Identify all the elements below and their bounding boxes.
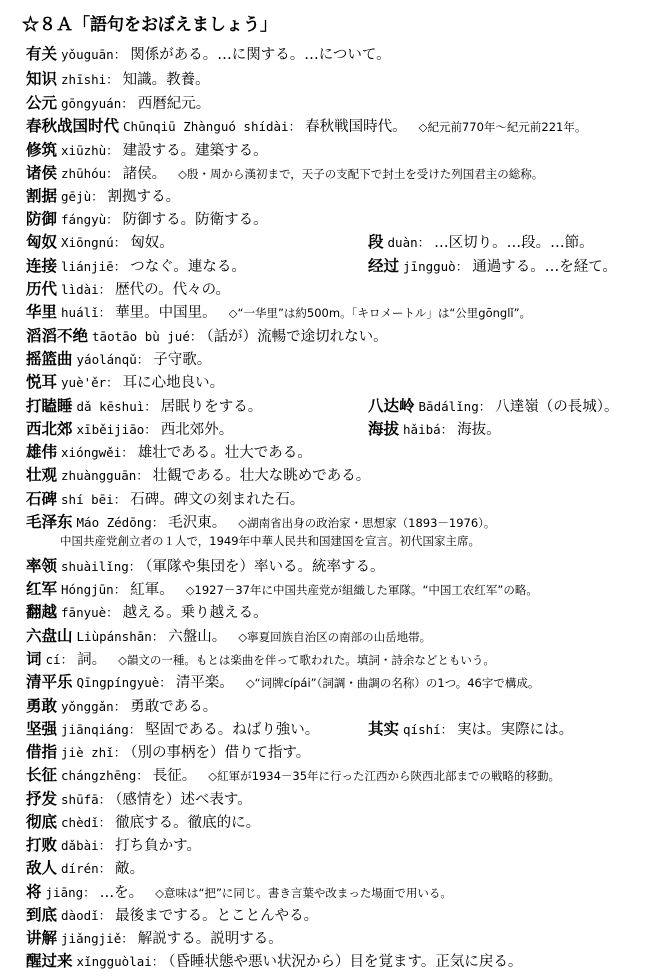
vocab-word: 彻底 <box>26 813 58 831</box>
vocab-entry <box>26 742 310 763</box>
vocab-pinyin: jiānqiáng： <box>61 722 142 737</box>
vocab-pinyin: yǒnggǎn： <box>61 699 127 714</box>
vocab-word: 讲解 <box>26 929 58 947</box>
vocab-definition: 通過する。…を経て。 <box>472 259 617 275</box>
vocab-entry <box>26 512 495 533</box>
vocab-definition: 雄壮である。壮大である。 <box>137 445 312 461</box>
vocab-entry <box>26 465 370 486</box>
vocab-note: ◇湖南省出身の政治家・思想家（1893－1976）。 <box>238 516 496 530</box>
vocab-word: 石碑 <box>26 490 58 508</box>
vocab-pinyin: zhuàngguān： <box>61 468 149 483</box>
vocab-pinyin: shūfā： <box>61 792 112 807</box>
vocab-entry <box>26 905 318 926</box>
vocab-entry <box>26 44 391 65</box>
vocab-definition: 諸侯。 <box>122 166 167 182</box>
vocab-definition: 越える。乗り越える。 <box>122 605 268 621</box>
vocab-pinyin: jīngguò： <box>403 259 469 274</box>
vocab-definition: 海抜。 <box>457 422 501 438</box>
vocab-note: ◇“词牌cípái”（詞調・曲調の名称）の1つ。46字で構成。 <box>245 676 540 690</box>
vocab-pinyin: yǒuguān： <box>61 47 127 62</box>
vocab-word: 华里 <box>26 303 58 321</box>
vocab-entry <box>26 302 531 323</box>
vocab-word: 割据 <box>26 187 58 205</box>
vocab-definition: 堅固である。ねばり強い。 <box>145 722 320 738</box>
vocab-definition: 壮観である。壮大な眺めである。 <box>152 468 371 484</box>
vocab-word: 经过 <box>368 257 400 275</box>
vocab-definition: 華里。中国里。 <box>115 305 217 321</box>
vocab-pinyin: jiè zhǐ： <box>61 745 127 760</box>
vocab-entry <box>26 69 210 90</box>
vocab-entry <box>26 789 252 810</box>
vocab-entry <box>368 719 573 740</box>
vocab-pinyin: jiǎngjiě： <box>61 931 134 946</box>
vocab-word: 摇篮曲 <box>26 350 73 368</box>
vocab-pinyin: gējù： <box>61 189 104 204</box>
vocab-word: 公元 <box>26 94 58 112</box>
vocab-pinyin: Qīngpíngyuè： <box>76 675 172 690</box>
vocab-pinyin: Liùpánshān： <box>76 629 165 644</box>
vocab-definition: （別の事柄を）借りて指す。 <box>130 745 311 761</box>
vocab-pinyin: duàn： <box>387 235 431 250</box>
vocab-word: 毛泽东 <box>26 513 73 531</box>
vocab-pinyin: hǎibá： <box>403 422 454 437</box>
vocab-entry <box>26 279 230 300</box>
vocab-note: ◇殷・周から漢初まで，天子の支配下で封土を受けた列国君主の総称。 <box>178 167 544 181</box>
vocab-pinyin: fānyuè： <box>61 605 119 620</box>
vocab-entry <box>26 696 217 717</box>
vocab-word: 其实 <box>368 720 400 738</box>
vocab-word: 醒过来 <box>26 952 73 970</box>
vocab-entry <box>26 489 304 510</box>
vocab-entry <box>26 349 211 370</box>
vocab-entry <box>368 419 501 440</box>
vocab-word: 翻越 <box>26 603 58 621</box>
vocab-pinyin: xǐngguòlai： <box>76 954 165 969</box>
vocab-entry <box>26 835 201 856</box>
vocab-definition: 毛沢東。 <box>168 515 227 531</box>
vocab-definition: 春秋戦国時代。 <box>305 119 407 135</box>
vocab-word: 段 <box>368 233 384 251</box>
vocab-definition: 打ち負かす。 <box>115 838 201 854</box>
vocab-definition: 子守歌。 <box>153 352 212 368</box>
vocab-definition: （昏睡状態や悪い状況から）目を覚ます。正気に戻る。 <box>168 954 523 970</box>
vocab-word: 连接 <box>26 257 58 275</box>
vocab-entry <box>26 556 385 577</box>
vocab-entry <box>26 951 522 972</box>
vocab-pinyin: xiūzhù： <box>61 143 119 158</box>
vocab-definition: 知識。教養。 <box>122 72 210 88</box>
vocab-entry <box>26 186 180 207</box>
vocab-entry <box>26 812 260 833</box>
vocab-entry <box>26 858 144 879</box>
vocab-definition: 敵。 <box>115 861 145 877</box>
vocab-word: 率领 <box>26 557 58 575</box>
vocab-word: 春秋战国时代 <box>26 117 120 135</box>
vocab-definition: 西暦紀元。 <box>137 96 211 112</box>
vocab-word: 八达岭 <box>368 397 415 415</box>
mao-note-continuation: 中国共産党創立者の１人で，1949年中華人民共和国建国を宣言。初代国家主席。 <box>60 534 481 548</box>
vocab-definition: （話が）流暢で途切れない。 <box>206 329 388 345</box>
vocab-entry <box>26 256 246 277</box>
vocab-word: 海拔 <box>368 420 400 438</box>
vocab-pinyin: fángyù： <box>61 212 119 227</box>
vocab-word: 长征 <box>26 766 58 784</box>
vocab-pinyin: cí： <box>45 652 74 667</box>
vocab-note: ◇韻文の一種。もとは楽曲を伴って歌われた。填詞・詩余などともいう。 <box>118 653 495 667</box>
vocab-entry <box>26 163 543 184</box>
vocab-word: 诸侯 <box>26 164 58 182</box>
vocab-definition: つなぐ。連なる。 <box>130 259 246 275</box>
vocab-word: 西北郊 <box>26 420 73 438</box>
vocab-pinyin: Hóngjūn： <box>61 582 127 597</box>
vocab-definition: …区切り。…段。…節。 <box>434 235 594 251</box>
vocab-definition: 防御する。防衛する。 <box>122 212 268 228</box>
vocab-entry <box>26 579 538 600</box>
vocab-pinyin: tāotāo bù jué： <box>92 329 203 344</box>
vocab-pinyin: yáolánqǔ： <box>76 352 150 367</box>
vocab-entry <box>368 396 618 417</box>
vocab-definition: 建設する。建築する。 <box>122 143 268 159</box>
vocab-pinyin: Chūnqiū Zhànguó shídài： <box>123 119 302 134</box>
vocab-note: ◇寧夏回族自治区の南部の山岳地帯。 <box>238 630 432 644</box>
vocab-pinyin: dǎbài： <box>61 838 112 853</box>
vocab-pinyin: Bādálǐng： <box>418 399 492 414</box>
vocab-word: 抒发 <box>26 790 58 808</box>
vocab-pinyin: xióngwěi： <box>61 445 134 460</box>
vocab-definition: 石碑。碑文の刻まれた石。 <box>130 492 305 508</box>
vocab-word: 防御 <box>26 210 58 228</box>
vocab-definition: 関係がある。…に関する。…について。 <box>130 47 391 63</box>
vocab-word: 悦耳 <box>26 373 58 391</box>
vocab-word: 打瞌睡 <box>26 397 73 415</box>
vocab-pinyin: jiāng： <box>45 885 96 900</box>
vocab-word: 知识 <box>26 70 58 88</box>
vocab-pinyin: Máo Zédōng： <box>76 515 165 530</box>
vocab-entry <box>26 649 495 670</box>
vocab-definition: 紅軍。 <box>130 582 174 598</box>
vocab-entry <box>368 232 594 253</box>
vocab-word: 词 <box>26 650 42 668</box>
vocab-entry <box>26 396 262 417</box>
vocab-definition: 徹底する。徹底的に。 <box>115 815 261 831</box>
vocab-definition: 割拠する。 <box>107 189 181 205</box>
vocab-pinyin: Xiōngnú： <box>61 235 127 250</box>
vocab-definition: 匈奴。 <box>130 235 174 251</box>
vocab-word: 红军 <box>26 580 58 598</box>
vocab-definition: 六盤山。 <box>168 629 227 645</box>
vocab-pinyin: chèdǐ： <box>61 815 112 830</box>
vocab-entry <box>26 719 319 740</box>
vocab-pinyin: shuàilǐng： <box>61 559 142 574</box>
vocab-pinyin: lìdài： <box>61 282 112 297</box>
vocab-note: ◇意味は“把”に同じ。書き言葉や改まった場面で用いる。 <box>155 886 452 900</box>
vocab-definition: 西北郊外。 <box>160 422 234 438</box>
vocab-note: ◇“一华里”は約500m。「キロメートル」は“公里gōnglǐ”。 <box>228 306 532 320</box>
vocab-pinyin: xīběijiāo： <box>76 422 157 437</box>
vocab-entry <box>26 626 431 647</box>
vocab-word: 坚强 <box>26 720 58 738</box>
vocab-entry <box>26 602 268 623</box>
vocab-word: 匈奴 <box>26 233 58 251</box>
vocab-pinyin: liánjiē： <box>61 259 127 274</box>
vocab-word: 雄伟 <box>26 443 58 461</box>
vocab-pinyin: dàodǐ： <box>61 908 112 923</box>
page-title: ☆８Ａ「語句をおぼえましょう」 <box>22 15 277 35</box>
vocab-pinyin: gōngyuán： <box>61 96 134 111</box>
vocab-definition: …を。 <box>99 885 144 901</box>
vocab-definition: 歴代の。代々の。 <box>115 282 230 298</box>
vocab-pinyin: chángzhēng： <box>61 768 149 783</box>
vocab-definition: 耳に心地良い。 <box>122 375 225 391</box>
vocab-entry <box>26 93 210 114</box>
vocab-entry <box>26 209 268 230</box>
vocab-definition: 実は。実際には。 <box>457 722 574 738</box>
vocab-word: 借指 <box>26 743 58 761</box>
vocab-pinyin: yuè'ěr： <box>61 375 119 390</box>
vocab-definition: 最後までする。とことんやる。 <box>115 908 319 924</box>
vocab-pinyin: dǎ kēshuì： <box>76 399 157 414</box>
vocab-entry <box>368 256 617 277</box>
vocab-note: ◇紅軍が1934－35年に行った江西から陝西北部までの戦略的移動。 <box>208 769 561 783</box>
vocab-pinyin: qíshí： <box>403 722 454 737</box>
vocab-entry <box>26 232 174 253</box>
vocab-note: ◇紀元前770年～紀元前221年。 <box>418 120 587 134</box>
vocab-word: 将 <box>26 883 42 901</box>
vocab-definition: 居眠りをする。 <box>160 399 263 415</box>
vocab-pinyin: huálǐ： <box>61 305 112 320</box>
vocab-word: 历代 <box>26 280 58 298</box>
vocab-entry <box>26 326 388 347</box>
vocab-entry <box>26 116 586 137</box>
vocab-note: ◇1927－37年に中国共産党が組織した軍隊。“中国工农红军”の略。 <box>185 583 538 597</box>
vocab-word: 清平乐 <box>26 673 73 691</box>
vocab-definition: 勇敢である。 <box>130 699 218 715</box>
vocab-word: 六盘山 <box>26 627 73 645</box>
vocab-definition: 八達嶺（の長城）。 <box>495 399 619 415</box>
vocab-entry <box>26 372 224 393</box>
vocab-entry <box>26 419 233 440</box>
vocab-word: 打败 <box>26 836 58 854</box>
vocab-word: 勇敢 <box>26 697 58 715</box>
vocab-entry <box>26 140 268 161</box>
vocab-definition: 清平楽。 <box>175 675 234 691</box>
vocab-word: 到底 <box>26 906 58 924</box>
vocab-definition: 長征。 <box>152 768 197 784</box>
vocab-entry <box>26 765 560 786</box>
vocab-word: 敌人 <box>26 859 58 877</box>
vocab-pinyin: dírén： <box>61 861 112 876</box>
vocab-definition: 解説する。説明する。 <box>137 931 283 947</box>
vocab-word: 修筑 <box>26 141 58 159</box>
vocab-pinyin: shí bēi： <box>61 492 127 507</box>
vocab-word: 壮观 <box>26 466 58 484</box>
vocab-entry <box>26 882 452 903</box>
vocab-entry <box>26 672 539 693</box>
vocab-pinyin: zhīshi： <box>61 72 119 87</box>
vocab-definition: （軍隊や集団を）率いる。統率する。 <box>145 559 385 575</box>
vocab-entry <box>26 928 283 949</box>
vocab-definition: （感情を）述べ表す。 <box>115 792 252 808</box>
vocab-entry <box>26 442 312 463</box>
vocab-definition: 詞。 <box>77 652 107 668</box>
vocab-pinyin: zhūhóu： <box>61 166 119 181</box>
vocab-word: 滔滔不绝 <box>26 327 89 345</box>
vocab-word: 有关 <box>26 45 58 63</box>
